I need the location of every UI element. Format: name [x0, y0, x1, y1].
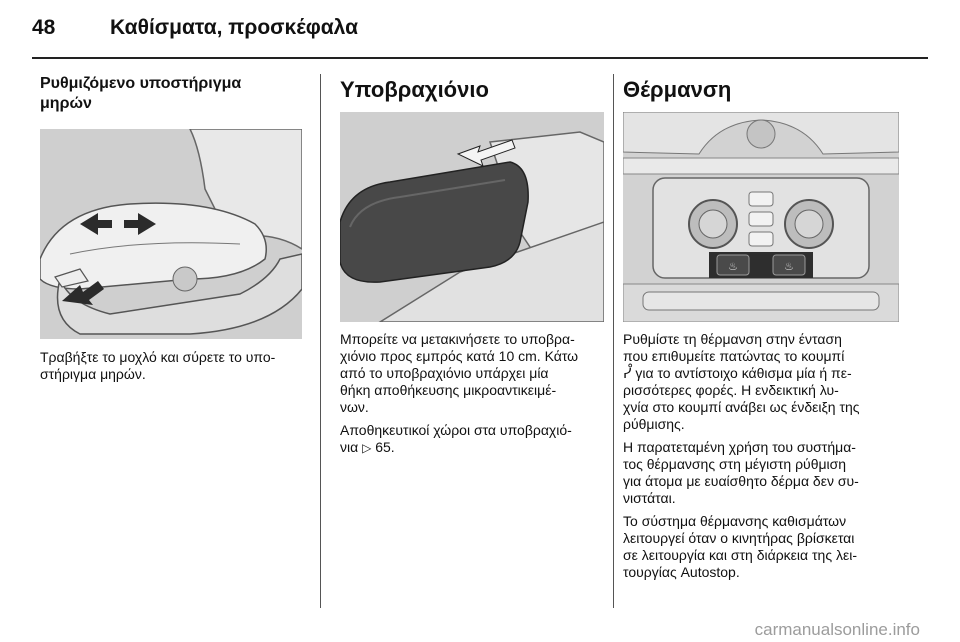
heating-paragraph-2: Η παρατεταμένη χρήση του συστήμα- τος θέρμανσης στη μέγιστη ρύθμιση για άτομα με ευαίσθητο δέρμα δεν συ- νιστάται. — [623, 439, 859, 506]
heating-paragraph-3: Το σύστημα θέρμανσης καθισμάτων λειτουργεί όταν ο κινητήρας βρίσκεται σε λειτουργία και στη διάρκεια της λει- τουργίας Autostop. — [623, 513, 857, 580]
watermark: carmanualsonline.info — [754, 620, 920, 639]
column-separator-2 — [613, 74, 614, 608]
page-title: Καθίσματα, προσκέφαλα — [110, 16, 358, 39]
page-number: 48 — [32, 16, 56, 39]
svg-text:♨: ♨ — [784, 260, 794, 273]
section-heading-thigh-support: Ρυθμιζόμενο υποστήριγμα μηρών — [40, 75, 242, 112]
column-separator-1 — [320, 74, 321, 608]
thigh-support-text: Τραβήξτε το μοχλό και σύρετε το υπο- στήριγμα μηρών. — [40, 349, 276, 382]
header-rule — [32, 57, 928, 59]
seat-heating-icon: ᓮ — [623, 365, 632, 381]
armrest-paragraph-1: Μπορείτε να μετακινήσετε το υποβρα- χιόνιο προς εμπρός κατά 10 cm. Κάτω από το υποβραχιόνιο υπάρχει μία θήκη αποθήκευσης μικροαντικειμέ- νων. — [340, 331, 579, 415]
page-header — [32, 16, 358, 40]
page-reference-icon: ▷ — [362, 441, 372, 455]
svg-text:♨: ♨ — [728, 260, 738, 273]
section-heading-heating: Θέρμανση — [623, 77, 732, 102]
heating-text — [623, 331, 899, 587]
section-thigh-support — [40, 74, 302, 114]
armrest-illustration — [340, 112, 604, 322]
heating-paragraph-1: Ρυθμίστε τη θέρμανση στην ένταση που επιθυμείτε πατώντας το κουμπί ᓮ για το αντίστοιχο κάθισμα μία ή πε- ρισσότερες φορές. Η ενδεικτική λυ- χνία στο κουμπί ανάβει ως ένδειξη της ρύθμισης. — [623, 331, 860, 432]
armrest-paragraph-2: Αποθηκευτικοί χώροι στα υποβραχιό- νια ▷ 65. — [340, 422, 572, 455]
armrest-text — [340, 331, 604, 463]
section-heating — [623, 74, 899, 104]
thigh-support-illustration — [40, 129, 302, 339]
heating-controls-illustration — [623, 112, 899, 322]
page-reference-link[interactable]: 65. — [375, 439, 395, 455]
section-heading-armrest: Υποβραχιόνιο — [340, 77, 489, 102]
section-armrest — [340, 74, 604, 104]
